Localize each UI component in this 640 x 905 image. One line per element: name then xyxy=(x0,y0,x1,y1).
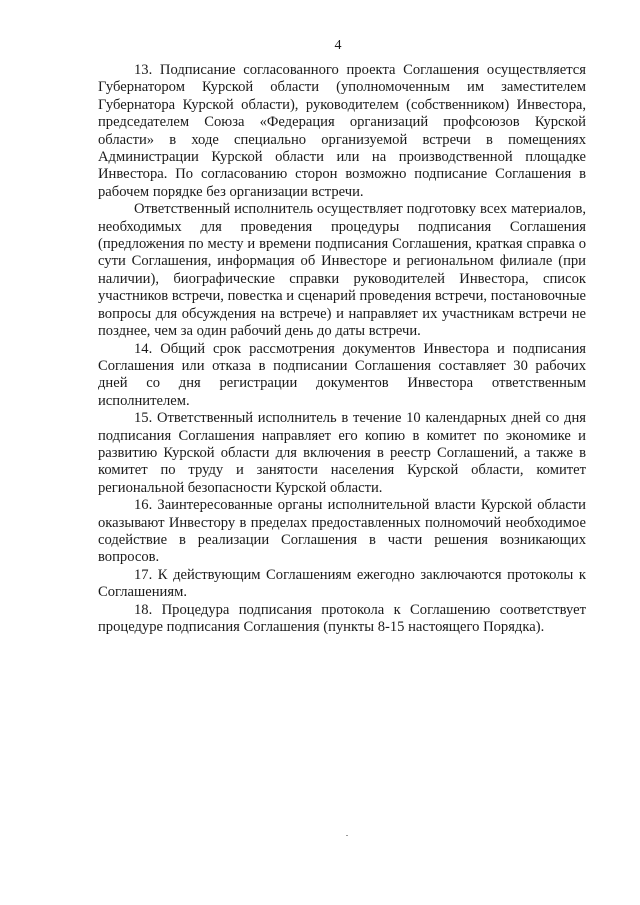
page-number: 4 xyxy=(334,38,342,53)
paragraph-15: 15. Ответственный исполнитель в течение 10 календарных дней со дня подписания Соглашения направляет его копию в комитет по экономике и развитию Курской области для включения в реестр Соглашений, а также в комитет по труду и занятости населения Курской области, комитет региональной безопасности Курской области. xyxy=(98,410,586,496)
paragraph-14: 14. Общий срок рассмотрения документов Инвестора и подписания Соглашения или отказа в подписании Соглашения составляет 30 рабочих дней со дня регистрации документов Инвестора ответственным исполнителем. xyxy=(98,340,586,409)
paragraph-17: 17. К действующим Соглашениям ежегодно заключаются протоколы к Соглашениям. xyxy=(98,566,586,601)
paragraph-16: 16. Заинтересованные органы исполнительной власти Курской области оказывают Инвестору в пределах предоставленных полномочий необходимое содействие в реализации Соглашения в части решения возникающих вопросов. xyxy=(98,497,586,566)
paragraph-13: 13. Подписание согласованного проекта Соглашения осуществляется Губернатором Курской области (уполномоченным им заместителем Губернатора Курской области), руководителем (собственником) Инвестора, председателем Союза «Федерация организаций профсоюзов Курской области» в ходе специально организуемой встречи в помещениях Администрации Курской области или на производственной площадке Инвестора. По согласованию сторон возможно подписание Соглашения в рабочем порядке без организации встречи. xyxy=(98,62,586,200)
document-body xyxy=(98,62,586,636)
paragraph-13-continuation: Ответственный исполнитель осуществляет подготовку всех материалов, необходимых для проведения процедуры подписания Соглашения (предложения по месту и времени подписания Соглашения, краткая справка о сути Соглашения, информация об Инвесторе и региональном филиале (при наличии), биографические справки руководителей Инвестора, список участников встречи, повестка и сценарий проведения встречи, постановочные вопросы для обсуждения на встрече) и направляет их участникам встречи не позднее, чем за один рабочий день до даты встречи. xyxy=(98,201,586,340)
scan-artifact-dot xyxy=(346,835,348,836)
paragraph-18: 18. Процедура подписания протокола к Соглашению соответствует процедуре подписания Соглашения (пункты 8-15 настоящего Порядка). xyxy=(98,601,586,635)
